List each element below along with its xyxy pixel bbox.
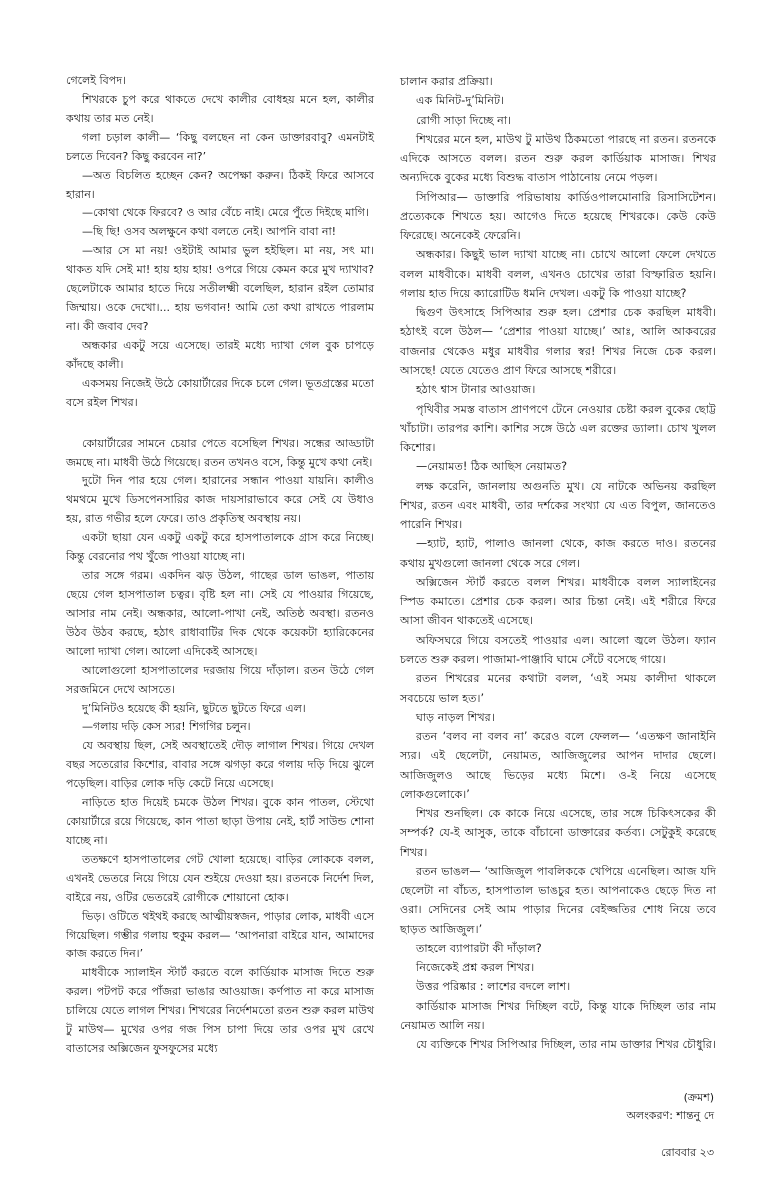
paragraph: ঘাড় নাড়ল শিখর।: [416, 710, 495, 724]
paragraph: —কোথা থেকে ফিরবে? ও আর বেঁচে নাই। মেরে পুঁতে দিইছে মাগি।: [82, 206, 369, 220]
paragraph: মাধবীকে স্যালাইন স্টার্ট করতে বলে কার্ডিয়াক মাসাজ দিতে শুরু করল। পটপট করে পাঁজরা ভাঙার আওয়াজ। কর্ণপাত না করে মাসাজ চালিয়ে যেতে লাগল শিখর। শিখরের নির্দেশমতো রতন শুরু করল মাউথ টু মাউথ— মুখের ওপর গজ পিস চাপা দিয়ে তার ওপর মুখ রেখে বাতাসের অক্সিজেন ফুসফুসের মধ্যে: [66, 966, 374, 1056]
paragraph: লক্ষ করেনি, জানলায় অগুনতি মুখ। যে নাটকে অভিনয় করছিল শিখর, রতন এবং মাধবী, তার দর্শকের সংখ্যা যে এত বিপুল, জানতেও পারেনি শিখর।: [400, 479, 716, 532]
paragraph: নিজেকেই প্রশ্ন করল শিখর।: [416, 961, 535, 975]
paragraph: এক মিনিট-দু’মিনিট।: [416, 94, 505, 108]
paragraph: —ছি ছি! ওসব অলক্ষুনে কথা বলতে নেই। আপনি বাবা না!: [82, 225, 337, 239]
paragraph: কোয়ার্টারের সামনে চেয়ার পেতে বসেছিল শিখর। সন্ধের আড্ডাটা জমছে না। মাধবী উঠে গিয়েছে। রতন তখনও বসে, কিন্তু মুখে কথা নেই।: [66, 436, 374, 469]
paragraph: তার সঙ্গে গরম। একদিন ঝড় উঠল, গাছের ডাল ভাঙল, পাতায় ছেয়ে গেল হাসপাতাল চত্বর। বৃষ্টি হল না। সেই যে পাওয়ার গিয়েছে, আসার নাম নেই। অন্ধকার, আলো-পাখা নেই, অতিষ্ঠ অবস্থা। রতনও উঠব উঠব করছে, হঠাৎ রাধাবাটির দিক থেকে কয়েকটা হ্যারিকেনের আলো দ্যাখা গেল। আলো এদিকেই আসছে।: [66, 569, 374, 658]
paragraph: —নেয়ামত! ঠিক আছিস নেয়ামত?: [416, 460, 568, 474]
paragraph: —গলায় দড়ি কেস স্যর! শিগগির চলুন।: [82, 720, 251, 734]
paragraph: কার্ডিয়াক মাসাজ শিখর দিচ্ছিল বটে, কিন্তু যাকে দিচ্ছিল তার নাম নেয়ামত আলি নয়।: [400, 999, 716, 1033]
paragraph: দ্বিগুণ উৎসাহে সিপিআর শুরু হল। প্রেশার চেক করছিল মাধবী। হঠাৎই বলে উঠল— ‘প্রেশার পাওয়া যাচ্ছে।’ আঃ, আলি আকবরের বাজনার থেকেও মধুর মাধবীর গলার স্বর! শিখর নিজে চেক করল। আসছে! যেতে যেতেও প্রাণ ফিরে আসছে শরীরে।: [400, 306, 716, 377]
paragraph: অফিসঘরে গিয়ে বসতেই পাওয়ার এল। আলো জ্বলে উঠল। ফ্যান চলতে শুরু করল। পাজামা-পাঞ্জাবি ঘামে সেঁটে বসেছে গায়ে।: [400, 633, 716, 666]
paragraph: যে ব্যক্তিকে শিখর সিপিআর দিচ্ছিল, তার নাম ডাক্তার শিখর চৌধুরি।: [416, 1038, 716, 1052]
paragraph: অক্সিজেন স্টার্ট করতে বলল শিখর। মাধবীকে বলল স্যালাইনের স্পিড কমাতে। প্রেশার চেক করল। আর চিন্তা নেই। এই শরীরে ফিরে আসা জীবন থাকতেই এসেছে।: [400, 575, 716, 628]
page-folio: রোববার ২৩: [661, 1146, 714, 1159]
paragraph: নাড়িতে হাত দিয়েই চমকে উঠল শিখর। বুকে কান পাতল, স্টেথো কোয়ার্টারে রয়ে গিয়েছে, কান পাতা ছাড়া উপায় নেই, হার্ট সাউন্ড শোনা যাচ্ছে না।: [66, 796, 374, 847]
paragraph: —হ্যাট, হ্যাট, পালাও জানলা থেকে, কাজ করতে দাও। রতনের কথায় মুখগুলো জানলা থেকে সরে গেল।: [400, 537, 716, 570]
paragraph: —অত বিচলিত হচ্ছেন কেন? অপেক্ষা করুন। ঠিকই ফিরে আসবে হারান।: [66, 168, 374, 201]
paragraph: অন্ধকার একটু সয়ে এসেছে। তারই মধ্যে দ্যাখা গেল বুক চাপড়ে কাঁদছে কালী।: [66, 338, 374, 371]
paragraph: হঠাৎ শ্বাস টানার আওয়াজ।: [416, 383, 536, 397]
paragraph: গলা চড়াল কালী— ‘কিছু বলছেন না কেন ডাক্তারবাবু? এমনটাই চলতে দিবেন? কিছু করবেন না?’: [66, 130, 374, 163]
paragraph: রতন শিখরের মনের কথাটা বলল, ‘এই সময় কালীদা থাকলে সবচেয়ে ভাল হত।’: [400, 672, 716, 705]
paragraph: শিখর শুনছিল। কে কাকে নিয়ে এসেছে, তার সঙ্গে চিকিৎসকের কী সম্পর্ক? যে-ই আসুক, তাকে বাঁচানো ডাক্তারের কর্তব্য। সেটুকুই করেছে শিখর।: [400, 807, 716, 859]
paragraph: শিখরকে চুপ করে থাকতে দেখে কালীর বোধহয় মনে হল, কালীর কথায় তার মত নেই।: [66, 92, 374, 125]
paragraph: —আর সে মা নয়! ওইটাই আমার ভুল হইছিল। মা নয়, সৎ মা। থাকত যদি সেই মা! হায় হায় হায়! ওপরে গিয়ে কেমন করে মুখ দ্যাখাব? ছেলেটাকে আমার হাতে দিয়ে সতীলক্ষ্মী বলেছিল, হারান রইল তোমার জিম্মায়। ওকে দেখো।... হায় ভগবান! আমি তো কথা রাখতে পারলাম না। কী জবাব দেব?: [66, 244, 374, 333]
paragraph: পৃথিবীর সমস্ত বাতাস প্রাণপণে টেনে নেওয়ার চেষ্টা করল বুকের ছোট্ট খাঁচাটা। তারপর কাশি। কাশির সঙ্গে উঠে এল রক্তের ড্যালা। চোখ খুলল কিশোর।: [400, 402, 716, 455]
paragraph: চালান করার প্রক্রিয়া।: [400, 75, 493, 88]
paragraph: সিপিআর— ডাক্তারি পরিভাষায় কার্ডিওপালমোনারি রিসাসিটেশন। প্রত্যেককে শিখতে হয়। আগেও দিতে হয়েছে শিখরকে। কেউ কেউ ফিরেছে। অনেকেই ফেরেনি।: [400, 190, 716, 243]
to-be-continued: (ক্রমশ): [683, 1091, 714, 1104]
illustration-credit: অলংকরণ: শান্তনু দে: [626, 1109, 714, 1122]
paragraph: একসময় নিজেই উঠে কোয়ার্টারের দিকে চলে গেল। ভূতগ্রস্তের মতো বসে রইল শিখর।: [66, 376, 374, 409]
paragraph: ভিড়। ওটিতে থইথই করছে আত্মীয়স্বজন, পাড়ার লোক, মাধবী এসে গিয়েছিল। গম্ভীর গলায় হুকুম করল— ‘আপনারা বাইরে যান, আমাদের কাজ করতে দিন।’: [66, 909, 374, 961]
paragraph: রতন ভাঙল— ‘আজিজুল পাবলিককে খেপিয়ে এনেছিল। আজ যদি ছেলেটা না বাঁচত, হাসপাতাল ভাঙচুর হত। আপনাকেও ছেড়ে দিত না ওরা। সেদিনের সেই আম পাড়ার দিনের বেইজ্জতির শোধ নিয়ে তবে ছাড়ত আজিজুল।’: [400, 864, 716, 936]
paragraph: দু’মিনিটও হয়েছে কী হয়নি, ছুটতে ছুটতে ফিরে এল।: [82, 701, 306, 715]
story-column-left: [66, 72, 374, 1059]
paragraph: একটা ছায়া যেন একটু একটু করে হাসপাতালকে গ্রাস করে নিচ্ছে। কিন্তু বেরনোর পথ খুঁজে পাওয়া যাচ্ছে না।: [66, 531, 374, 564]
paragraph: রোগী সাড়া দিচ্ছে না।: [416, 113, 512, 127]
paragraph: উত্তর পরিষ্কার : লাশের বদলে লাশ।: [416, 980, 571, 994]
paragraph: ততক্ষণে হাসপাতালের গেট খোলা হয়েছে। বাড়ির লোককে বলল, এখনই ভেতরে নিয়ে গিয়ে যেন শুইয়ে দেওয়া হয়। রতনকে নির্দেশ দিল, বাইরে নয়, ওটির ভেতরেই রোগীকে শোয়ানো হোক।: [66, 852, 374, 904]
paragraph: রতন ‘বলব না বলব না’ করেও বলে ফেলল— ‘এতক্ষণ জানাইনি স্যর। এই ছেলেটা, নেয়ামত, আজিজুলের আপন দাদার ছেলে। আজিজুলও আছে ভিড়ের মধ্যে মিশে। ও-ই নিয়ে এসেছে লোকগুলোকে।’: [400, 730, 716, 801]
paragraph: গেলেই বিপদ।: [66, 74, 126, 87]
paragraph: আলোগুলো হাসপাতালের দরজায় গিয়ে দাঁড়াল। রতন উঠে গেল সরজমিনে দেখে আসতে।: [66, 663, 374, 696]
story-column-right: [400, 72, 716, 1055]
paragraph: যে অবস্থায় ছিল, সেই অবস্থাতেই দৌড় লাগাল শিখর। গিয়ে দেখল বছর সতেরোর কিশোর, বাবার সঙ্গে ঝগড়া করে গলায় দড়ি দিয়ে ঝুলে পড়েছিল। বাড়ির লোক দড়ি কেটে নিয়ে এসেছে।: [66, 739, 374, 791]
paragraph: তাহলে ব্যাপারটা কী দাঁড়াল?: [416, 941, 542, 955]
paragraph: শিখরের মনে হল, মাউথ টু মাউথ ঠিকমতো পারছে না রতন। রতনকে এদিকে আসতে বলল। রতন শুরু করল কার্ডিয়াক মাসাজ। শিখর অন্যদিকে বুকের মধ্যে বিশুদ্ধ বাতাস পাঠানোয় নেমে পড়ল।: [400, 132, 716, 185]
paragraph: দুটো দিন পার হয়ে গেল। হারানের সন্ধান পাওয়া যায়নি। কালীও থমথমে মুখে ডিসপেনসারির কাজ দায়সারাভাবে করে সেই যে উধাও হয়, রাত গভীর হলে ফেরে। তাও প্রকৃতিস্থ অবস্থায় নয়।: [66, 474, 374, 526]
paragraph: অন্ধকার। কিছুই ভাল দ্যাখা যাচ্ছে না। চোখে আলো ফেলে দেখতে বলল মাধবীকে। মাধবী বলল, এখনও চোখের তারা বিস্ফারিত হয়নি। গলায় হাত দিয়ে ক্যারোটিড ধমনি দেখল। একটু কি পাওয়া যাচ্ছে?: [400, 248, 716, 300]
